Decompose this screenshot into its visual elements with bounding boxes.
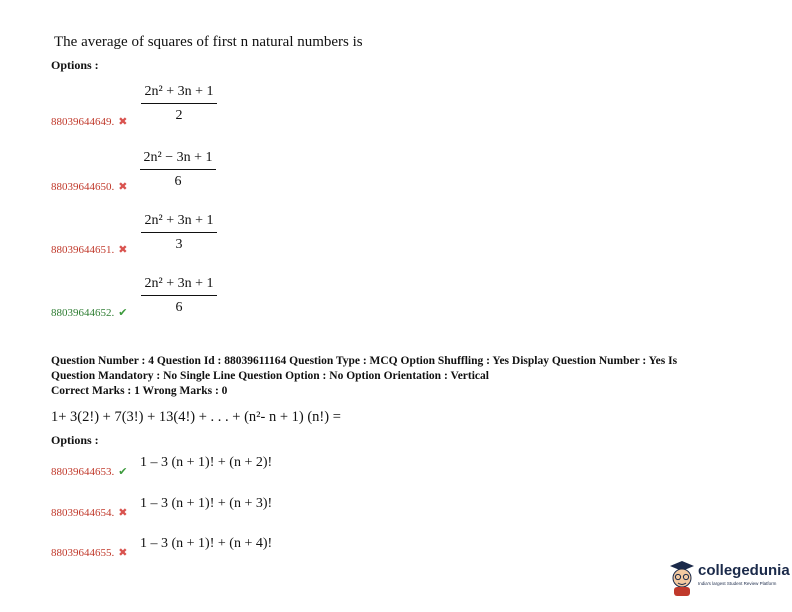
fraction-numerator: 2n² + 3n + 1 xyxy=(144,276,214,291)
mascot-icon xyxy=(666,558,698,598)
option-row xyxy=(51,303,127,321)
question-marks: Correct Marks : 1 Wrong Marks : 0 xyxy=(51,385,228,397)
option-row xyxy=(51,462,127,480)
option-row xyxy=(51,503,127,521)
check-icon: ✔ xyxy=(118,466,128,478)
option-id: 88039644649. xyxy=(51,116,115,128)
cross-icon: ✖ xyxy=(118,244,128,256)
option-text: 1 – 3 (n + 1)! + (n + 2)! xyxy=(140,455,273,470)
option-fraction xyxy=(138,150,218,190)
options-label: Options : xyxy=(51,433,99,447)
question-meta xyxy=(51,354,751,399)
option-id: 88039644651. xyxy=(51,244,115,256)
option-fraction xyxy=(139,213,219,253)
option-text: 1 – 3 (n + 1)! + (n + 4)! xyxy=(140,536,273,551)
option-id: 88039644652. xyxy=(51,307,115,319)
option-id: 88039644650. xyxy=(51,181,115,193)
fraction-numerator: 2n² + 3n + 1 xyxy=(144,213,214,228)
cross-icon: ✖ xyxy=(118,547,128,559)
fraction-denominator: 3 xyxy=(175,237,183,252)
option-row xyxy=(51,543,127,561)
cross-icon: ✖ xyxy=(118,507,128,519)
option-fraction xyxy=(139,276,219,316)
question-expression: 1+ 3(2!) + 7(3!) + 13(4!) + . . . + (n²- n + 1) (n!) = xyxy=(51,409,341,425)
question-meta-line: Question Number : 4 Question Id : 88039611164 Question Type : MCQ Option Shuffling : Yes Display Question Number : Yes Is xyxy=(51,355,678,367)
question-meta-line: Question Mandatory : No Single Line Question Option : No Option Orientation : Vertical xyxy=(51,370,489,382)
option-id: 88039644654. xyxy=(51,507,115,519)
option-id: 88039644655. xyxy=(51,547,115,559)
question-text: The average of squares of first n natural numbers is xyxy=(54,34,363,50)
cross-icon: ✖ xyxy=(118,181,128,193)
option-id: 88039644653. xyxy=(51,466,115,478)
logo-brand: collegedunia xyxy=(698,562,790,579)
fraction-numerator: 2n² + 3n + 1 xyxy=(144,84,214,99)
option-fraction xyxy=(139,84,219,124)
option-row xyxy=(51,177,127,195)
fraction-numerator: 2n² − 3n + 1 xyxy=(143,150,213,165)
fraction-denominator: 6 xyxy=(174,174,182,189)
options-label: Options : xyxy=(51,58,99,72)
cross-icon: ✖ xyxy=(118,116,128,128)
fraction-denominator: 6 xyxy=(175,300,183,315)
collegedunia-logo xyxy=(666,556,788,606)
logo-tagline: India's largest Student Review Platform xyxy=(698,581,777,586)
fraction-denominator: 2 xyxy=(175,108,183,123)
option-row xyxy=(51,112,127,130)
option-row xyxy=(51,240,127,258)
option-text: 1 – 3 (n + 1)! + (n + 3)! xyxy=(140,496,273,511)
check-icon: ✔ xyxy=(118,307,128,319)
